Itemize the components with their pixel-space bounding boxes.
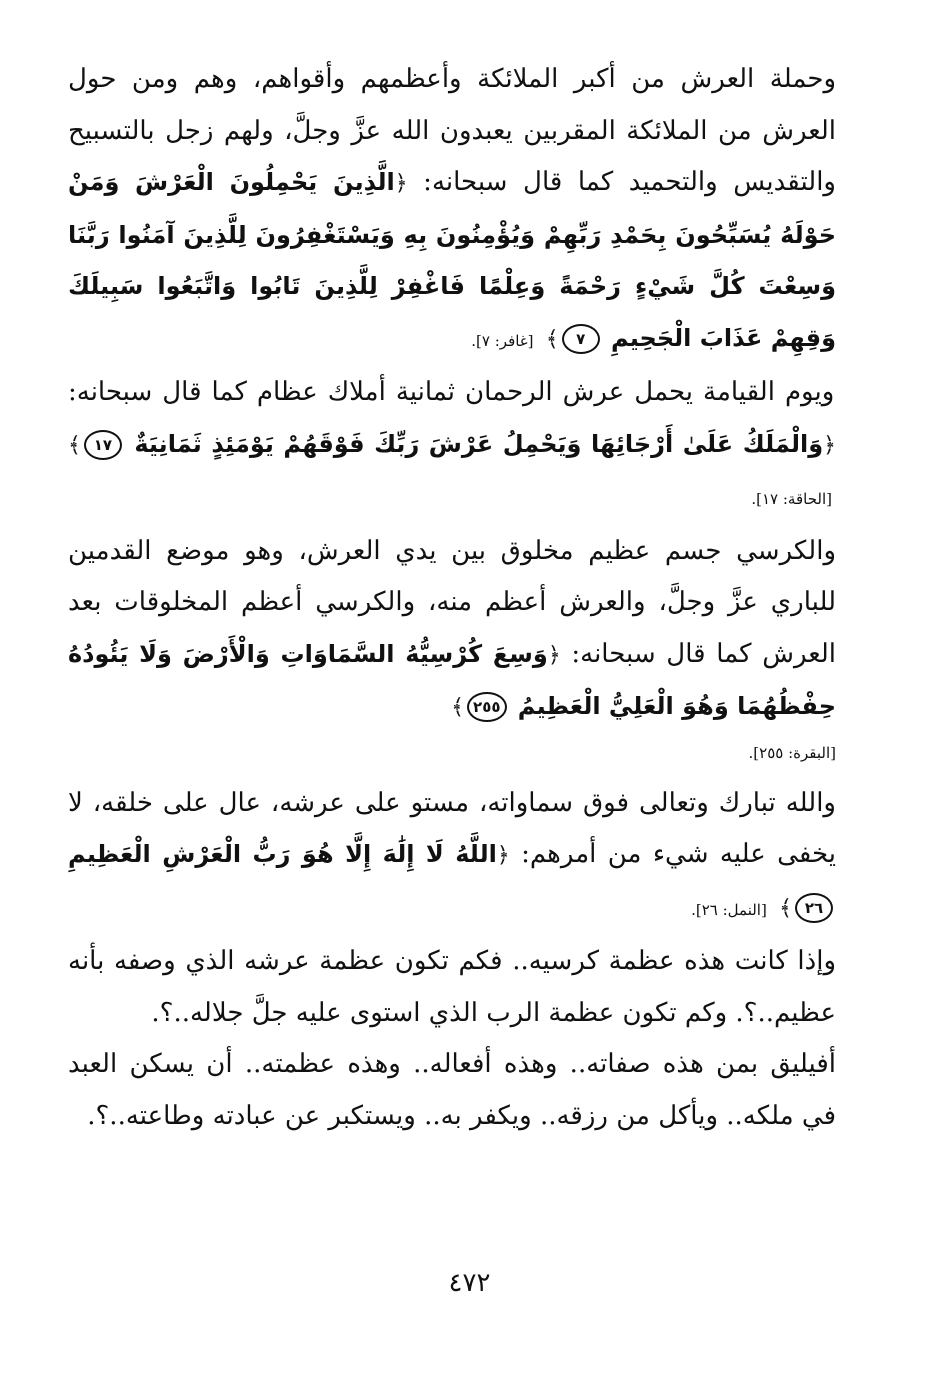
quran-verse: وَسِعَ كُرْسِيُّهُ السَّمَاوَاتِ وَالْأَرْضَ وَلَا يَئُودُهُ حِفْظُهُمَا وَهُوَ الْعَلِيُّ الْعَظِيمُ bbox=[68, 639, 836, 720]
verse-close-ornament: ﴾ bbox=[545, 326, 559, 352]
verse-open-ornament: ﴿ bbox=[496, 843, 510, 868]
paragraph-text: أفيليق بمن هذه صفاته.. وهذه أفعاله.. وهذه عظمته.. أن يسكن العبد في ملكه.. ويأكل من رزقه.. ويكفر به.. ويستكبر عن عبادته وطاعته..؟. bbox=[68, 1049, 836, 1131]
paragraph-day-of-judgment bbox=[68, 367, 836, 526]
ayah-number-badge: ٢٥٥ bbox=[467, 692, 506, 722]
ayah-number-badge: ٢٦ bbox=[795, 893, 833, 923]
verse-close-ornament: ﴾ bbox=[451, 695, 465, 720]
paragraph-text: والكرسي جسم عظيم مخلوق بين يدي العرش، وهو موضع القدمين للباري عزَّ وجلَّ، والعرش أعظم منه، والكرسي أعظم المخلوقات بعد العرش كما قال سبحانه: bbox=[68, 535, 836, 669]
quran-verse: وَالْمَلَكُ عَلَىٰ أَرْجَائِهَا وَيَحْمِلُ عَرْشَ رَبِّكَ فَوْقَهُمْ يَوْمَئِذٍ ثَمَانِيَةٌ bbox=[134, 429, 824, 458]
verse-close-ornament: ﴾ bbox=[68, 432, 81, 458]
verse-reference: [النمل: ٢٦]. bbox=[691, 900, 767, 919]
paragraph-servant-question bbox=[68, 1039, 836, 1142]
paragraph-kursi bbox=[68, 526, 836, 734]
verse-reference: [البقرة: ٢٥٥]. bbox=[748, 743, 836, 762]
page-number: ٤٧٢ bbox=[448, 1268, 491, 1298]
paragraph-text: وحملة العرش من أكبر الملائكة وأعظمهم وأقواهم، وهم ومن حول العرش من الملائكة المقربين يعبدون الله عزَّ وجلَّ، ولهم زجل بالتسبيح والتقديس والتحميد كما قال سبحانه: bbox=[68, 64, 836, 197]
ayah-number-badge: ١٧ bbox=[84, 430, 122, 460]
verse-open-ornament: ﴿ bbox=[394, 171, 408, 196]
paragraph-text: والله تبارك وتعالى فوق سماواته، مستو على عرشه، عال على خلقه، لا يخفى عليه شيء من أمرهم: bbox=[68, 787, 836, 869]
quran-verse: الَّذِينَ يَحْمِلُونَ الْعَرْشَ وَمَنْ حَوْلَهُ يُسَبِّحُونَ بِحَمْدِ رَبِّهِمْ وَيُؤْمِنُونَ بِهِ وَيَسْتَغْفِرُونَ لِلَّذِينَ آمَنُوا رَبَّنَا وَسِعْتَ كُلَّ شَيْءٍ رَحْمَةً وَعِلْمًا فَاغْفِرْ لِلَّذِينَ تَابُوا وَاتَّبَعُوا سَبِيلَكَ وَقِهِمْ عَذَابَ الْجَحِيمِ bbox=[68, 168, 836, 352]
verse-close-ornament: ﴾ bbox=[779, 895, 792, 921]
quran-verse: اللَّهُ لَا إِلَٰهَ إِلَّا هُوَ رَبُّ الْعَرْشِ الْعَظِيمِ bbox=[68, 840, 497, 868]
paragraph-above-heavens bbox=[68, 778, 836, 937]
paragraph-greatness-question bbox=[68, 936, 836, 1039]
paragraph-text: وإذا كانت هذه عظمة كرسيه.. فكم تكون عظمة عرشه الذي وصفه بأنه عظيم..؟. وكم تكون عظمة الرب الذي استوى عليه جلَّ جلاله..؟. bbox=[68, 946, 836, 1028]
ayah-number-badge: ٧ bbox=[562, 324, 600, 354]
paragraph-text: ويوم القيامة يحمل عرش الرحمان ثمانية أملاك عظام كما قال سبحانه: bbox=[68, 377, 835, 407]
verse-reference: [الحاقة: ١٧]. bbox=[751, 490, 832, 508]
verse-open-ornament: ﴿ bbox=[547, 642, 561, 668]
verse-open-ornament: ﴿ bbox=[823, 432, 837, 458]
verse-reference: [غافر: ٧]. bbox=[471, 331, 534, 350]
body-text bbox=[68, 54, 836, 1142]
paragraph-throne-bearers bbox=[68, 54, 836, 367]
